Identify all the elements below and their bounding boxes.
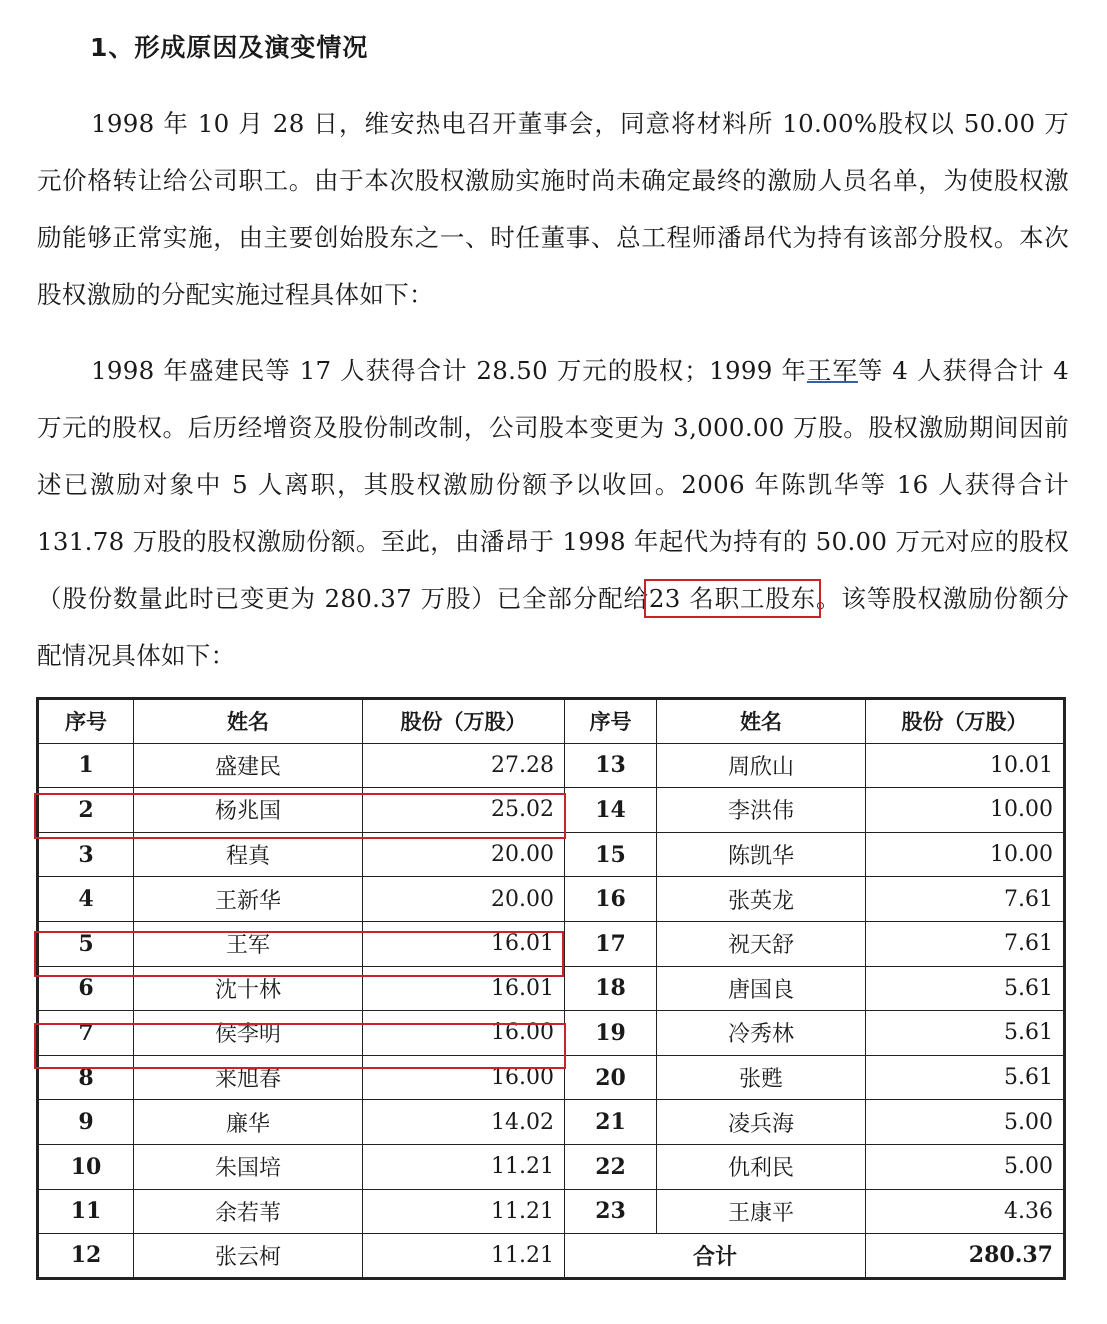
share-allocation-table — [36, 697, 1066, 1280]
table-header-row — [38, 699, 1065, 744]
paragraph-2 — [37, 342, 1069, 684]
row-index-left: 9 — [38, 1100, 134, 1145]
row-shares-right: 5.00 — [866, 1144, 1065, 1189]
row-shares-left: 16.01 — [363, 921, 565, 966]
header-name-right: 姓名 — [657, 699, 866, 744]
row-name-left: 沈十林 — [134, 966, 363, 1011]
row-shares-left: 11.21 — [363, 1189, 565, 1234]
table-row — [38, 1055, 1065, 1100]
table-row — [38, 1100, 1065, 1145]
header-index-left: 序号 — [38, 699, 134, 744]
row-shares-right: 4.36 — [866, 1189, 1065, 1234]
row-name-right: 凌兵海 — [657, 1100, 866, 1145]
row-shares-left: 11.21 — [363, 1234, 565, 1279]
row-shares-left: 16.01 — [363, 966, 565, 1011]
table-row — [38, 788, 1065, 833]
row-shares-left: 25.02 — [363, 788, 565, 833]
row-shares-right: 5.61 — [866, 1055, 1065, 1100]
header-shares-left: 股份（万股） — [363, 699, 565, 744]
row-shares-left: 27.28 — [363, 743, 565, 788]
row-name-right: 冷秀林 — [657, 1011, 866, 1056]
row-name-right: 仇利民 — [657, 1144, 866, 1189]
row-shares-left: 16.00 — [363, 1011, 565, 1056]
row-shares-right: 5.61 — [866, 966, 1065, 1011]
table-row — [38, 921, 1065, 966]
row-name-left: 张云柯 — [134, 1234, 363, 1279]
row-index-right: 13 — [565, 743, 657, 788]
row-name-left: 侯李明 — [134, 1011, 363, 1056]
row-index-right: 19 — [565, 1011, 657, 1056]
row-shares-left: 20.00 — [363, 877, 565, 922]
row-shares-right: 10.00 — [866, 788, 1065, 833]
row-index-right: 18 — [565, 966, 657, 1011]
row-index-right: 22 — [565, 1144, 657, 1189]
row-index-left: 5 — [38, 921, 134, 966]
underlined-name: 王军 — [806, 356, 858, 385]
paragraph-1: 1998 年 10 月 28 日，维安热电召开董事会，同意将材料所 10.00%股权以 50.00 万元价格转让给公司职工。由于本次股权激励实施时尚未确定最终的激励人员名单，为使股权激励能够正常实施，由主要创始股东之一、时任董事、总工程师潘昂代为持有该部分股权。本次股权激励的分配实施过程具体如下： — [37, 109, 1069, 309]
table-row — [38, 1144, 1065, 1189]
row-shares-left: 16.00 — [363, 1055, 565, 1100]
header-shares-right: 股份（万股） — [866, 699, 1065, 744]
table-row — [38, 832, 1065, 877]
row-name-right: 王康平 — [657, 1189, 866, 1234]
row-index-right: 16 — [565, 877, 657, 922]
row-shares-left: 11.21 — [363, 1144, 565, 1189]
row-name-right: 祝天舒 — [657, 921, 866, 966]
row-index-right: 20 — [565, 1055, 657, 1100]
row-name-right: 张甦 — [657, 1055, 866, 1100]
row-index-right: 17 — [565, 921, 657, 966]
row-shares-right: 10.01 — [866, 743, 1065, 788]
row-index-left: 10 — [38, 1144, 134, 1189]
row-index-left: 8 — [38, 1055, 134, 1100]
total-value: 280.37 — [866, 1234, 1065, 1279]
header-index-right: 序号 — [565, 699, 657, 744]
row-name-left: 程真 — [134, 832, 363, 877]
row-shares-left: 14.02 — [363, 1100, 565, 1145]
paragraph-2-before: 1998 年盛建民等 17 人获得合计 28.50 万元的股权；1999 年 — [91, 356, 807, 385]
row-shares-left: 20.00 — [363, 832, 565, 877]
highlighted-employee-count: 23 名职工股东 — [648, 584, 817, 613]
table-row — [38, 1189, 1065, 1234]
row-name-left: 余若苇 — [134, 1189, 363, 1234]
row-name-right: 唐国良 — [657, 966, 866, 1011]
header-name-left: 姓名 — [134, 699, 363, 744]
row-name-left: 杨兆国 — [134, 788, 363, 833]
row-name-right: 张英龙 — [657, 877, 866, 922]
row-name-left: 廉华 — [134, 1100, 363, 1145]
row-name-right: 李洪伟 — [657, 788, 866, 833]
row-index-right: 21 — [565, 1100, 657, 1145]
row-shares-right: 5.00 — [866, 1100, 1065, 1145]
row-index-right: 14 — [565, 788, 657, 833]
row-name-left: 王军 — [134, 921, 363, 966]
row-index-left: 3 — [38, 832, 134, 877]
row-name-right: 周欣山 — [657, 743, 866, 788]
row-index-left: 11 — [38, 1189, 134, 1234]
table-row-total — [38, 1234, 1065, 1279]
row-index-left: 1 — [38, 743, 134, 788]
section-heading: 1、形成原因及演变情况 — [90, 33, 369, 62]
row-shares-right: 7.61 — [866, 921, 1065, 966]
row-name-left: 盛建民 — [134, 743, 363, 788]
row-name-left: 来旭春 — [134, 1055, 363, 1100]
row-index-left: 12 — [38, 1234, 134, 1279]
table-row — [38, 743, 1065, 788]
table-row — [38, 1011, 1065, 1056]
row-index-right: 15 — [565, 832, 657, 877]
table-row — [38, 877, 1065, 922]
row-index-left: 4 — [38, 877, 134, 922]
table-row — [38, 966, 1065, 1011]
row-index-left: 7 — [38, 1011, 134, 1056]
total-label: 合计 — [565, 1234, 866, 1279]
row-shares-right: 5.61 — [866, 1011, 1065, 1056]
paragraph-2-after: 。该等股权激励份额分配情况具体如下： — [37, 584, 1069, 670]
row-name-left: 王新华 — [134, 877, 363, 922]
row-name-right: 陈凯华 — [657, 832, 866, 877]
row-index-left: 6 — [38, 966, 134, 1011]
row-shares-right: 10.00 — [866, 832, 1065, 877]
row-index-left: 2 — [38, 788, 134, 833]
row-shares-right: 7.61 — [866, 877, 1065, 922]
row-name-left: 朱国培 — [134, 1144, 363, 1189]
row-index-right: 23 — [565, 1189, 657, 1234]
paragraph-2-middle: 等 4 人获得合计 4 万元的股权。后历经增资及股份制改制，公司股本变更为 3,000.00 万股。股权激励期间因前述已激励对象中 5 人离职，其股权激励份额予以收回。2006 年陈凯华等 16 人获得合计 131.78 万股的股权激励份额。至此，由潘昂于 1998 年起代为持有的 50.00 万元对应的股权（股份数量此时已变更为 280.37 万股）已全部分配给 — [37, 356, 1070, 613]
